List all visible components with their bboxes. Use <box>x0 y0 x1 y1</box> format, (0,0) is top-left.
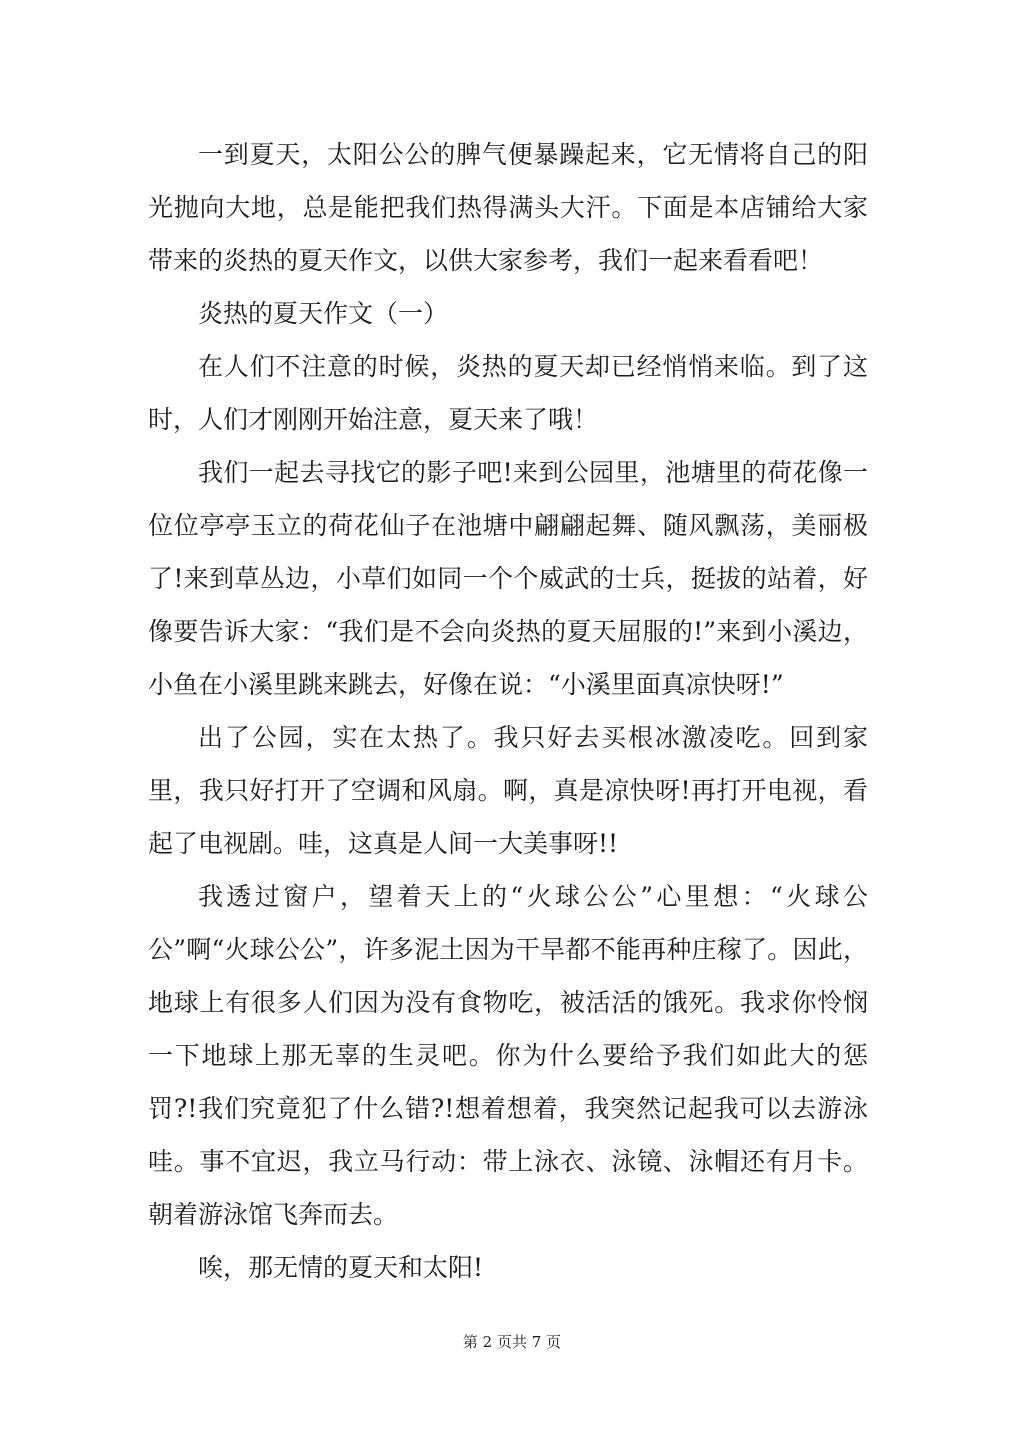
paragraph: 在人们不注意的时候，炎热的夏天却已经悄悄来临。到了这时，人们才刚刚开始注意，夏天来了哦！ <box>148 352 868 434</box>
section-heading: 炎热的夏天作文（一） <box>198 299 449 328</box>
intro-paragraph: 一到夏天，太阳公公的脾气便暴躁起来，它无情将自己的阳光抛向大地，总是能把我们热得满头大汗。下面是本店铺给大家带来的炎热的夏天作文，以供大家参考，我们一起来看看吧！ <box>148 140 868 275</box>
paragraph: 出了公园，实在太热了。我只好去买根冰激凌吃。回到家里，我只好打开了空调和风扇。啊，真是凉快呀!再打开电视，看起了电视剧。哇，这真是人间一大美事呀!! <box>148 723 868 858</box>
paragraph: 我们一起去寻找它的影子吧!来到公园里，池塘里的荷花像一位位亭亭玉立的荷花仙子在池塘中翩翩起舞、随风飘荡，美丽极了!来到草丛边，小草们如同一个个威武的士兵，挺拔的站着，好像要告诉大家：“我们是不会向炎热的夏天屈服的!”来到小溪边，小鱼在小溪里跳来跳去，好像在说：“小溪里面真凉快呀!” <box>148 458 868 699</box>
paragraph: 我透过窗户，望着天上的“火球公公”心里想：“火球公公”啊“火球公公”，许多泥土因为干旱都不能再种庄稼了。因此，地球上有很多人们因为没有食物吃，被活活的饿死。我求你怜悯一下地球上那无辜的生灵吧。你为什么要给予我们如此大的惩罚?!我们究竟犯了什么错?!想着想着，我突然记起我可以去游泳哇。事不宜迟，我立马行动：带上泳衣、泳镜、泳帽还有月卡。朝着游泳馆飞奔而去。 <box>148 882 868 1229</box>
document-body <box>148 128 868 1294</box>
page-number-footer: 第 2 页共 7 页 <box>462 1333 562 1351</box>
closing-paragraph: 唉，那无情的夏天和太阳! <box>198 1253 484 1282</box>
